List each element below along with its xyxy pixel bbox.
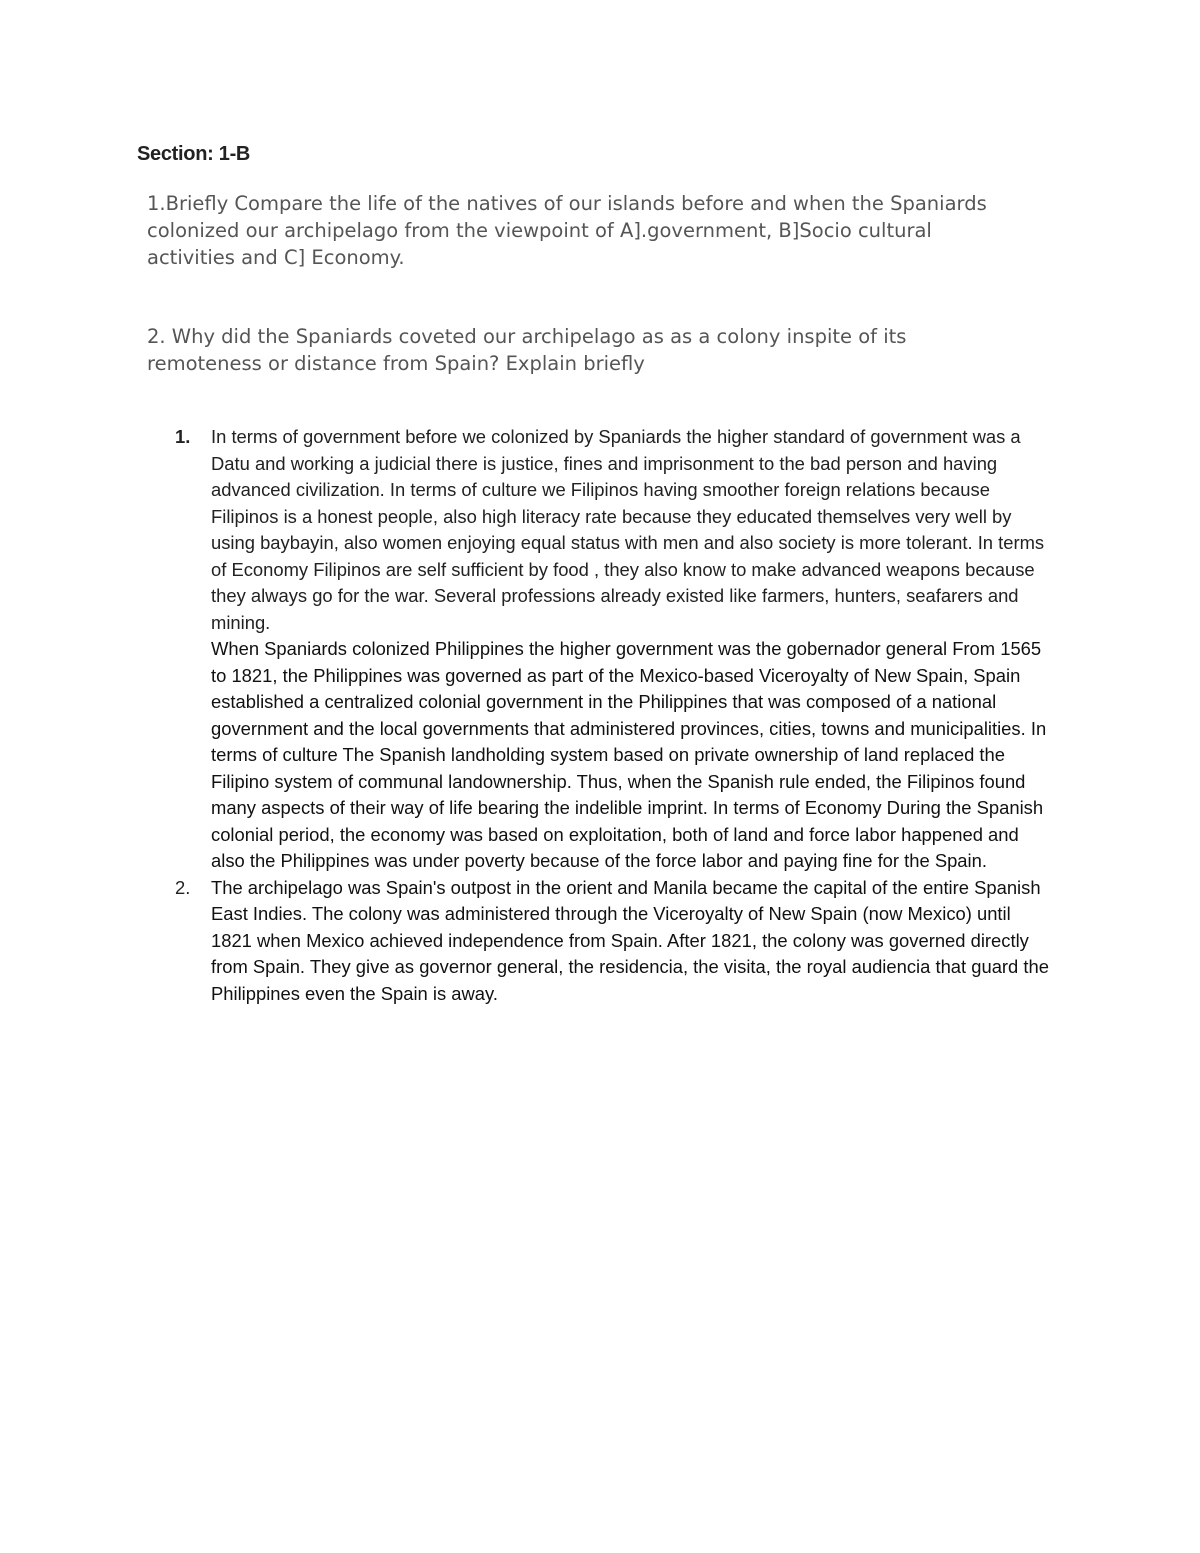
question-2: 2. Why did the Spaniards coveted our archipelago as as a colony inspite of its remoteness or distance from Spain? Explain briefly: [147, 325, 907, 375]
answer-item-2: [175, 875, 1055, 1008]
answer-number: 2.: [175, 876, 191, 898]
answer-1-paragraph-1: In terms of government before we colonized by Spaniards the higher standard of government was a Datu and working a judicial there is justice, fines and imprisonment to the bad person and having advanced civilization. In terms of culture we Filipinos having smoother foreign relations because Filipinos is a honest people, also high literacy rate because they educated themselves very well by using baybayin, also women enjoying equal status with men and also society is more tolerant. In terms of Economy Filipinos are self sufficient by food , they also know to make advanced weapons because they always go for the war. Several professions already existed like farmers, hunters, seafarers and mining.: [211, 426, 1045, 633]
answer-1-paragraph-2: When Spaniards colonized Philippines the higher government was the gobernador general From 1565 to 1821, the Philippines was governed as part of the Mexico-based Viceroyalty of New Spain, Spain established a centralized colonial government in the Philippines that was composed of a national government and the local governments that administered provinces, cities, towns and municipalities. In terms of culture The Spanish landholding system based on private ownership of land replaced the Filipino system of communal landownership. Thus, when the Spanish rule ended, the Filipinos found many aspects of their way of life bearing the indelible imprint. In terms of Economy During the Spanish colonial period, the economy was based on exploitation, both of land and force labor happened and also the Philippines was under poverty because of the force labor and paying fine for the Spain.: [211, 638, 1047, 871]
question-1: 1.Briefly Compare the life of the natives of our islands before and when the Spaniards colonized our archipelago from the viewpoint of A].government, B]Socio cultural activities and C] Economy.: [147, 192, 987, 269]
answer-list: [175, 424, 1055, 1007]
section-label: Section: 1-B: [137, 143, 251, 165]
answer-item-1: [175, 424, 1055, 875]
answer-number: 1.: [175, 426, 191, 447]
answer-2-paragraph-1: The archipelago was Spain's outpost in the orient and Manila became the capital of the entire Spanish East Indies. The colony was administered through the Viceroyalty of New Spain (now Mexico) until 1821 when Mexico achieved independence from Spain. After 1821, the colony was governed directly from Spain. They give as governor general, the residencia, the visita, the royal audiencia that guard the Philippines even the Spain is away.: [211, 876, 1049, 1004]
